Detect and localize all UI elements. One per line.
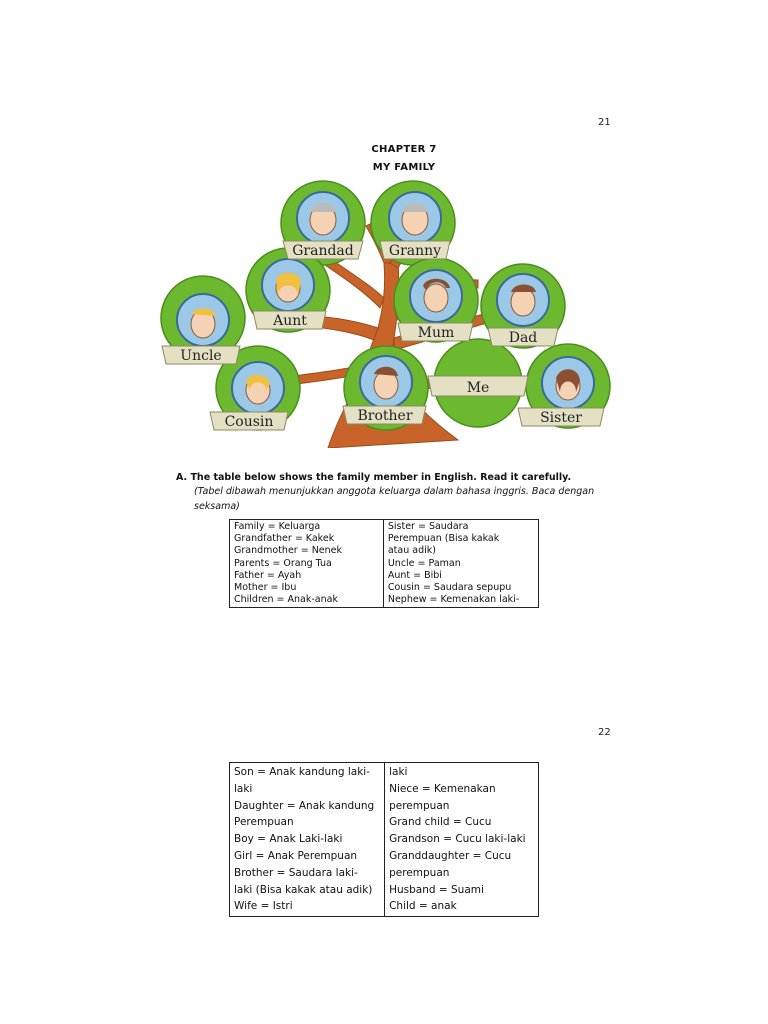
mum-label: Mum	[417, 325, 455, 341]
dad-label: Dad	[508, 330, 538, 346]
vocab-entry: Boy = Anak Laki-laki	[234, 833, 343, 846]
vocab-entry: laki	[389, 766, 408, 778]
vocab-entry: Children = Anak-anak	[234, 594, 338, 606]
chapter-title: MY FAMILY	[372, 162, 436, 173]
vocab-entry: Parents = Orang Tua	[234, 557, 332, 569]
vocab-column-right	[385, 763, 539, 917]
vocab-entry: Cousin = Saudara sepupu	[387, 582, 512, 594]
me-label: Me	[466, 380, 490, 396]
vocab-entry: Perempuan (Bisa kakak	[387, 533, 500, 545]
vocab-entry: Sister = Saudara	[387, 521, 469, 532]
vocabulary-table-2	[229, 762, 539, 917]
vocab-entry: Grandfather = Kakek	[234, 533, 335, 545]
vocab-entry: Mother = Ibu	[234, 582, 297, 594]
vocab-entry: Daughter = Anak kandung	[234, 799, 375, 812]
vocab-entry: perempuan	[389, 866, 450, 879]
vocab-entry: Family = Keluarga	[234, 521, 321, 532]
instruction-english: A. The table below shows the family member in English. Read it carefully.	[176, 472, 572, 483]
uncle-label: Uncle	[180, 348, 222, 364]
instruction-indonesian: (Tabel dibawah menunjukkan anggota keluarga dalam bahasa inggris. Baca dengan seksama)	[194, 486, 595, 512]
family-tree-illustration	[158, 178, 614, 448]
vocab-entry: Wife = Istri	[234, 900, 293, 913]
vocab-entry: Child = anak	[389, 900, 457, 913]
vocab-entry: Grandson = Cucu laki-laki	[389, 833, 526, 846]
vocab-entry: Grandmother = Nenek	[234, 545, 343, 557]
chapter-heading: CHAPTER 7	[371, 144, 437, 155]
vocab-entry: Nephew = Kemenakan laki-	[387, 594, 520, 606]
vocab-entry: Husband = Suami	[389, 883, 484, 896]
vocab-entry: laki	[234, 782, 253, 795]
vocab-entry: Girl = Anak Perempuan	[234, 849, 358, 862]
vocab-entry: Perempuan	[234, 816, 294, 829]
aunt-label: Aunt	[273, 313, 307, 329]
vocab-entry: laki (Bisa kakak atau adik)	[234, 883, 373, 896]
vocab-entry: perempuan	[389, 799, 450, 812]
sister-label: Sister	[540, 410, 582, 426]
vocab-entry: Father = Ayah	[234, 569, 302, 581]
vocab-column-left	[230, 763, 385, 917]
vocab-entry: Uncle = Paman	[387, 557, 461, 569]
vocab-column-left	[230, 520, 384, 608]
vocab-column-right	[383, 520, 538, 608]
grandad-label: Grandad	[292, 243, 354, 259]
vocab-entry: atau adik)	[387, 545, 436, 557]
page-number: 22	[598, 727, 611, 738]
vocabulary-table-1	[229, 519, 539, 608]
vocab-entry: Granddaughter = Cucu	[389, 849, 512, 862]
brother-label: Brother	[357, 408, 413, 424]
vocab-entry: Grand child = Cucu	[389, 816, 492, 829]
vocab-entry: Niece = Kemenakan	[389, 782, 496, 795]
instruction-block	[176, 472, 616, 514]
vocab-entry: Son = Anak kandung laki-	[234, 766, 371, 778]
granny-label: Granny	[388, 243, 442, 259]
vocab-entry: Brother = Saudara laki-	[234, 866, 358, 879]
vocab-entry: Aunt = Bibi	[387, 569, 442, 581]
page-number: 21	[598, 117, 611, 128]
cousin-label: Cousin	[224, 414, 274, 430]
